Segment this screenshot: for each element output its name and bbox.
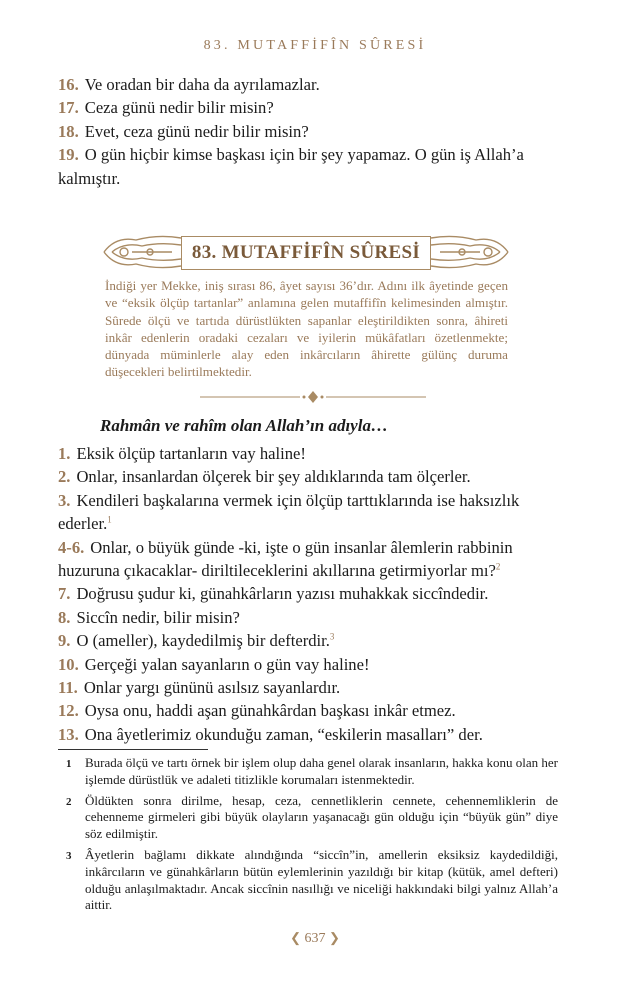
footnote [58,847,558,914]
footnote-number: 2 [66,795,72,808]
verse-text: Eksik ölçüp tartanların vay haline! [76,444,306,463]
basmala: Rahmân ve rahîm olan Allah’ın adıyla… [100,416,388,435]
verse-number: 7. [58,584,71,604]
verse-text: Onlar yargı gününü asılsız sayanlardır. [83,678,341,698]
verse [58,73,558,96]
verse [58,442,558,465]
verse-number: 9. [58,631,71,651]
footnotes [58,755,558,918]
verse [58,582,558,605]
verse [58,699,558,722]
verse-number: 17. [58,98,79,118]
verse [58,536,558,583]
verse-text: Gerçeği yalan sayanların o gün vay haline! [84,654,370,674]
verse-text: Kendileri başkalarına vermek için ölçüp tarttıklarında ise haksızlık ederler. [58,490,520,534]
verse-text: Ona âyetlerimiz okunduğu zaman, “eskilerin masalları” der. [84,724,483,744]
verse-number: 16. [58,75,79,94]
verse [58,120,558,143]
surah-verses [58,442,558,746]
verse-text: Onlar, insanlardan ölçerek bir şey aldıklarında tam ölçerler. [76,467,471,487]
footnote-reference[interactable]: 2 [495,561,501,572]
footnote-text: Burada ölçü ve tartı örnek bir işlem olup daha genel olarak insanların, hakka konu olan her işlemde dürüstlük ve adaleti titizlikle korumaları istenmektedir. [85,755,558,787]
footnote-number: 3 [66,849,72,862]
verse-text: Ceza günü nedir bilir misin? [84,98,274,118]
surah-title: 83. MUTAFFİFÎN SÛRESİ [181,236,431,270]
verse [58,723,558,746]
verse-text: O gün hiçbir kimse başkası için bir şey yapamaz. O gün iş Allah’a kalmıştır. [58,145,524,188]
footnote-reference[interactable]: 1 [107,514,112,525]
surah-title-banner [102,232,510,272]
verse-text: Siccîn nedir, bilir misin? [76,607,240,627]
verse-number: 10. [58,654,79,674]
verse-number: 3. [58,490,71,510]
verse-number: 11. [58,678,78,698]
verse-text: Ve oradan bir daha da ayrılamazlar. [84,75,320,94]
page-number-value: 637 [304,931,326,946]
verse [58,676,558,699]
verse-number: 13. [58,724,79,744]
verse-text: Evet, ceza günü nedir bilir misin? [84,121,309,141]
verse-text: O (ameller), kaydedilmiş bir defterdir. [76,631,330,651]
verse-text: Oysa onu, haddi aşan günahkârdan başkası inkâr etmez. [84,701,456,721]
footnote-rule [58,749,208,750]
footnote-text: Âyetlerin bağlamı dikkate alındığında “siccîn”in, amellerin eksiksiz kaydedildiği, inkârcıların ve günahkârların bütün eylemlerinin yazıldığı bir kitap (kütük, amel defteri) olduğu anlaşılmaktadır. Ancak siccînin nasıllığı ve niceliği hakkındaki bilgi yalnız Allah’a aittir. [85,846,558,913]
footnote-reference[interactable]: 3 [329,631,335,642]
left-ornament-icon: ❮ [290,930,301,945]
verse-text: Doğrusu şudur ki, günahkârların yazısı muhakkak siccîndedir. [76,584,489,604]
verse-number: 4-6. [58,537,85,557]
footnote [58,793,558,843]
previous-verses [58,73,558,190]
verse-number: 12. [58,701,79,721]
verse-text: Onlar, o büyük günde -ki, işte o gün insanlar âlemlerin rabbinin huzuruna çıkacaklar- diriltileceklerini akıllarına getirmiyorlar mı? [58,537,513,581]
page-number [0,930,630,947]
verse [58,489,558,536]
verse-number: 19. [58,145,79,165]
verse-number: 8. [58,607,71,627]
verse-number: 18. [58,121,79,141]
verse [58,629,558,652]
footnote [58,755,558,789]
verse [58,606,558,629]
verse [58,143,558,190]
verse-number: 1. [58,444,71,463]
verse [58,653,558,676]
verse [58,96,558,119]
verse [58,465,558,488]
footnote-number: 1 [66,758,72,770]
footnote-text: Öldükten sonra dirilme, hesap, ceza, cennetliklerin cennete, cehennemliklerin de cehenneme girmeleri gibi büyük olayların yaşanacağı gün olduğu için “büyük gün” diye söz edilmiştir. [85,792,558,842]
verse-number: 2. [58,467,71,487]
divider-ornament [200,390,426,404]
right-ornament-icon: ❯ [329,930,340,945]
running-head: 83. MUTAFFİFÎN SÛRESİ [203,38,427,53]
surah-intro: İndiği yer Mekke, iniş sırası 86, âyet sayısı 36’dır. Adını ilk âyetinde geçen ve “eksik ölçüp tartanlar” anlamına gelen mutaffifîn kelimesinden almıştır. Sûrede ölçü ve tartıda dürüstlükten sapanlar eleştirildikten sonra, âhireti inkâr edenlerin oradaki cezaları ve iyilerin mükâfatları özetlenmekte; dünyada müminlerle alay eden inkârcıların âhirette gülünç duruma düşecekleri belirtilmektedir. [105,278,508,380]
